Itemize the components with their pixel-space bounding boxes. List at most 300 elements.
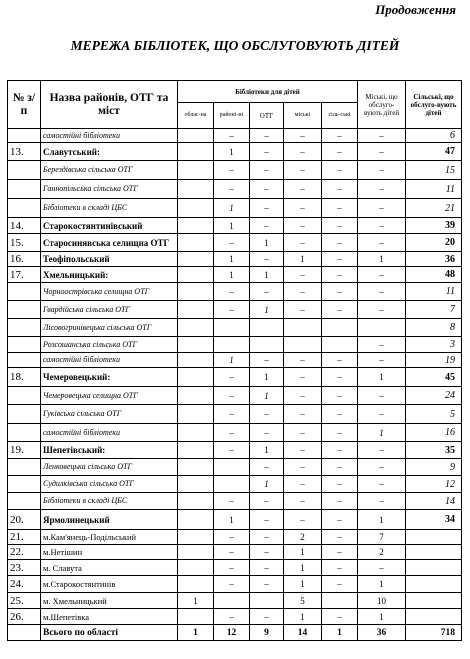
cell-num: [8, 199, 41, 218]
cell-name: Хмельницький:: [41, 267, 178, 283]
cell-oblast: [178, 180, 214, 199]
cell-otg: 1: [250, 442, 284, 459]
cell-raion: 1: [214, 218, 250, 234]
cell-oblast: [178, 405, 214, 424]
cell-silsk: –: [322, 609, 358, 625]
cell-num: [8, 319, 41, 337]
cell-village: 24: [406, 387, 462, 405]
cell-raion: –: [214, 576, 250, 593]
col-num-header: № з/п: [8, 81, 41, 129]
cell-raion: –: [214, 301, 250, 319]
cell-num: [8, 283, 41, 301]
cell-misk: 2: [284, 530, 322, 545]
table-row: [8, 180, 462, 199]
cell-misk: 1: [284, 560, 322, 576]
cell-silsk: –: [322, 530, 358, 545]
cell-village: 36: [406, 252, 462, 267]
table-row: [8, 476, 462, 493]
cell-oblast: [178, 161, 214, 180]
cell-num: 21.: [8, 530, 41, 545]
col-group-header: Бібліотеки для дітей: [178, 81, 358, 103]
cell-otg: –: [250, 560, 284, 576]
cell-otg: –: [250, 218, 284, 234]
cell-village: 8: [406, 319, 462, 337]
cell-silsk: –: [322, 387, 358, 405]
cell-misk: –: [284, 218, 322, 234]
cell-oblast: [178, 387, 214, 405]
cell-silsk: –: [322, 180, 358, 199]
cell-silsk: –: [322, 283, 358, 301]
table-row: [8, 424, 462, 442]
cell-raion: [214, 476, 250, 493]
cell-village: [406, 593, 462, 609]
cell-otg: –: [250, 252, 284, 267]
cell-oblast: [178, 545, 214, 560]
col-silsk-header: сіль-ські: [322, 103, 358, 129]
cell-raion: [214, 319, 250, 337]
col-misk-header: міські: [284, 103, 322, 129]
cell-oblast: [178, 476, 214, 493]
cell-otg: –: [250, 405, 284, 424]
cell-silsk: [322, 319, 358, 337]
cell-misk: –: [284, 283, 322, 301]
cell-num: 16.: [8, 252, 41, 267]
cell-raion: –: [214, 387, 250, 405]
cell-raion: 1: [214, 267, 250, 283]
cell-otg: –: [250, 129, 284, 143]
cell-village: 20: [406, 234, 462, 252]
cell-city: 1: [358, 576, 406, 593]
cell-raion: 12: [214, 625, 250, 641]
cell-silsk: –: [322, 199, 358, 218]
cell-village: 15: [406, 161, 462, 180]
cell-city: –: [358, 283, 406, 301]
cell-misk: –: [284, 424, 322, 442]
cell-misk: 1: [284, 576, 322, 593]
cell-misk: –: [284, 493, 322, 510]
cell-city: 7: [358, 530, 406, 545]
cell-raion: –: [214, 545, 250, 560]
cell-silsk: –: [322, 493, 358, 510]
table-row: [8, 337, 462, 353]
cell-otg: 1: [250, 301, 284, 319]
cell-oblast: [178, 129, 214, 143]
cell-city: 1: [358, 368, 406, 387]
table-row: [8, 129, 462, 143]
cell-oblast: [178, 424, 214, 442]
cell-name: Ленковецька сільська ОТГ: [41, 459, 178, 476]
cell-name: Гуківська сільська ОТГ: [41, 405, 178, 424]
cell-village: 11: [406, 180, 462, 199]
cell-oblast: [178, 368, 214, 387]
cell-misk: –: [284, 180, 322, 199]
table-row: [8, 545, 462, 560]
table-row: [8, 161, 462, 180]
table-row: [8, 493, 462, 510]
table-row: [8, 442, 462, 459]
table-row: [8, 301, 462, 319]
cell-num: [8, 337, 41, 353]
cell-village: [406, 545, 462, 560]
cell-misk: [284, 319, 322, 337]
cell-otg: –: [250, 459, 284, 476]
cell-name: Теофіпольський: [41, 252, 178, 267]
cell-oblast: [178, 576, 214, 593]
cell-raion: [214, 337, 250, 353]
cell-misk: 5: [284, 593, 322, 609]
cell-num: [8, 353, 41, 368]
table-row: [8, 530, 462, 545]
cell-silsk: –: [322, 576, 358, 593]
col-city-serving-header: Міські, що обслуго-вують дітей: [358, 81, 406, 129]
cell-village: 718: [406, 625, 462, 641]
cell-misk: –: [284, 476, 322, 493]
cell-raion: –: [214, 368, 250, 387]
col-name-header: Назва районів, ОТГ та міст: [41, 81, 178, 129]
cell-name: Ярмолинецький: [41, 510, 178, 530]
cell-village: 11: [406, 283, 462, 301]
cell-raion: 1: [214, 353, 250, 368]
cell-otg: 1: [250, 234, 284, 252]
cell-raion: –: [214, 283, 250, 301]
cell-city: –: [358, 180, 406, 199]
cell-city: 1: [358, 252, 406, 267]
cell-name: м.Нетішин: [41, 545, 178, 560]
table-row: [8, 218, 462, 234]
cell-misk: 14: [284, 625, 322, 641]
cell-misk: 1: [284, 609, 322, 625]
cell-num: [8, 405, 41, 424]
cell-village: 16: [406, 424, 462, 442]
cell-oblast: [178, 530, 214, 545]
table-row: [8, 593, 462, 609]
table-row: [8, 143, 462, 161]
table-row: [8, 199, 462, 218]
cell-silsk: –: [322, 560, 358, 576]
cell-village: [406, 560, 462, 576]
cell-silsk: –: [322, 368, 358, 387]
table-row: [8, 405, 462, 424]
cell-city: –: [358, 476, 406, 493]
cell-silsk: –: [322, 301, 358, 319]
cell-misk: –: [284, 353, 322, 368]
cell-misk: –: [284, 199, 322, 218]
cell-name: самостійні бібліотеки: [41, 424, 178, 442]
table-row: [8, 267, 462, 283]
cell-raion: –: [214, 560, 250, 576]
cell-raion: 1: [214, 143, 250, 161]
cell-otg: –: [250, 199, 284, 218]
cell-name: Старокостянтинівський: [41, 218, 178, 234]
cell-num: [8, 476, 41, 493]
cell-village: 5: [406, 405, 462, 424]
cell-oblast: [178, 493, 214, 510]
cell-otg: 1: [250, 387, 284, 405]
cell-raion: –: [214, 530, 250, 545]
cell-oblast: [178, 234, 214, 252]
cell-village: 35: [406, 442, 462, 459]
table-row: [8, 368, 462, 387]
cell-num: [8, 387, 41, 405]
cell-silsk: 1: [322, 625, 358, 641]
cell-otg: –: [250, 609, 284, 625]
cell-silsk: –: [322, 476, 358, 493]
cell-city: –: [358, 267, 406, 283]
continuation-label: Продовження: [375, 2, 456, 17]
cell-misk: –: [284, 161, 322, 180]
cell-num: [8, 180, 41, 199]
cell-city: 1: [358, 510, 406, 530]
cell-village: 34: [406, 510, 462, 530]
cell-otg: –: [250, 510, 284, 530]
cell-city: –: [358, 493, 406, 510]
col-otg-header: ОТГ: [250, 103, 284, 129]
cell-name: м. Славута: [41, 560, 178, 576]
cell-village: 7: [406, 301, 462, 319]
cell-silsk: –: [322, 129, 358, 143]
col-raion-header: районі-ні: [214, 103, 250, 129]
cell-name: Всього по області: [41, 625, 178, 641]
cell-silsk: –: [322, 405, 358, 424]
table-row: [8, 252, 462, 267]
cell-num: 22.: [8, 545, 41, 560]
cell-village: 21: [406, 199, 462, 218]
cell-name: м.Шепетівка: [41, 609, 178, 625]
cell-otg: 9: [250, 625, 284, 641]
page-title: МЕРЕЖА БІБЛІОТЕК, ЩО ОБСЛУГОВУЮТЬ ДІТЕЙ: [70, 38, 400, 53]
cell-oblast: [178, 252, 214, 267]
col-oblast-header: облас-на: [178, 103, 214, 129]
cell-oblast: [178, 337, 214, 353]
cell-raion: [214, 459, 250, 476]
cell-city: –: [358, 301, 406, 319]
cell-oblast: [178, 609, 214, 625]
cell-silsk: –: [322, 267, 358, 283]
cell-num: [8, 424, 41, 442]
cell-silsk: –: [322, 545, 358, 560]
cell-village: 6: [406, 129, 462, 143]
table-row: [8, 609, 462, 625]
cell-village: 19: [406, 353, 462, 368]
cell-raion: –: [214, 234, 250, 252]
cell-city: –: [358, 129, 406, 143]
cell-name: м. Хмельницький: [41, 593, 178, 609]
cell-village: 47: [406, 143, 462, 161]
cell-city: 1: [358, 609, 406, 625]
cell-misk: 1: [284, 252, 322, 267]
cell-name: Ганнопільська сільська ОТГ: [41, 180, 178, 199]
cell-name: Судилківська сільська ОТГ: [41, 476, 178, 493]
cell-village: [406, 530, 462, 545]
cell-otg: –: [250, 283, 284, 301]
table-row: [8, 234, 462, 252]
cell-raion: –: [214, 129, 250, 143]
table-row: [8, 283, 462, 301]
cell-name: самостійні бібліотеки: [41, 129, 178, 143]
cell-oblast: [178, 510, 214, 530]
cell-raion: 1: [214, 510, 250, 530]
cell-misk: –: [284, 143, 322, 161]
cell-name: Чемеровецька селищна ОТГ: [41, 387, 178, 405]
cell-city: –: [358, 353, 406, 368]
cell-otg: –: [250, 161, 284, 180]
cell-village: 48: [406, 267, 462, 283]
cell-silsk: –: [322, 459, 358, 476]
cell-num: [8, 301, 41, 319]
cell-name: м.Кам'янець-Подільський: [41, 530, 178, 545]
cell-oblast: [178, 199, 214, 218]
cell-misk: –: [284, 442, 322, 459]
cell-city: –: [358, 234, 406, 252]
cell-otg: 1: [250, 368, 284, 387]
cell-raion: 1: [214, 199, 250, 218]
cell-village: [406, 576, 462, 593]
cell-raion: –: [214, 442, 250, 459]
cell-num: [8, 129, 41, 143]
cell-oblast: [178, 143, 214, 161]
cell-misk: –: [284, 405, 322, 424]
cell-num: [8, 459, 41, 476]
cell-num: [8, 161, 41, 180]
col-village-serving-header: Сільські, що обслуго-вують дітей: [406, 81, 462, 129]
cell-otg: [250, 337, 284, 353]
cell-city: 2: [358, 545, 406, 560]
table-row: [8, 319, 462, 337]
cell-num: 15.: [8, 234, 41, 252]
cell-otg: –: [250, 424, 284, 442]
cell-name: м.Старокостянтинів: [41, 576, 178, 593]
cell-raion: –: [214, 405, 250, 424]
cell-silsk: [322, 337, 358, 353]
cell-name: Лісовогринівецька сільська ОТГ: [41, 319, 178, 337]
cell-misk: –: [284, 129, 322, 143]
cell-city: –: [358, 405, 406, 424]
cell-raion: –: [214, 180, 250, 199]
cell-num: 19.: [8, 442, 41, 459]
cell-oblast: [178, 218, 214, 234]
cell-otg: 1: [250, 267, 284, 283]
cell-misk: –: [284, 387, 322, 405]
cell-otg: –: [250, 545, 284, 560]
cell-name: Розсошанська сільська ОТГ: [41, 337, 178, 353]
cell-otg: [250, 593, 284, 609]
cell-name: Чемеровецький:: [41, 368, 178, 387]
cell-silsk: –: [322, 161, 358, 180]
cell-name: Шепетівський:: [41, 442, 178, 459]
cell-name: Берездівська сільська ОТГ: [41, 161, 178, 180]
cell-misk: –: [284, 510, 322, 530]
cell-silsk: –: [322, 510, 358, 530]
cell-city: –: [358, 442, 406, 459]
cell-oblast: [178, 442, 214, 459]
cell-misk: [284, 337, 322, 353]
cell-city: –: [358, 143, 406, 161]
cell-village: [406, 609, 462, 625]
cell-misk: 1: [284, 545, 322, 560]
cell-otg: [250, 319, 284, 337]
cell-silsk: –: [322, 234, 358, 252]
cell-city: 10: [358, 593, 406, 609]
cell-misk: –: [284, 368, 322, 387]
cell-misk: –: [284, 234, 322, 252]
cell-name: Гвардійська сільська ОТГ: [41, 301, 178, 319]
cell-silsk: –: [322, 442, 358, 459]
cell-name: Бібліотеки в складі ЦБС: [41, 493, 178, 510]
cell-otg: –: [250, 576, 284, 593]
cell-silsk: –: [322, 353, 358, 368]
cell-num: 17.: [8, 267, 41, 283]
cell-silsk: –: [322, 143, 358, 161]
cell-oblast: [178, 283, 214, 301]
cell-village: 3: [406, 337, 462, 353]
cell-otg: –: [250, 493, 284, 510]
cell-village: 9: [406, 459, 462, 476]
cell-village: 45: [406, 368, 462, 387]
cell-village: 14: [406, 493, 462, 510]
cell-city: –: [358, 387, 406, 405]
cell-raion: 1: [214, 252, 250, 267]
cell-otg: –: [250, 143, 284, 161]
table-row: [8, 560, 462, 576]
cell-city: –: [358, 218, 406, 234]
cell-village: 39: [406, 218, 462, 234]
cell-raion: –: [214, 424, 250, 442]
cell-oblast: [178, 319, 214, 337]
cell-name: Старосинявська селищна ОТГ: [41, 234, 178, 252]
cell-num: 24.: [8, 576, 41, 593]
cell-oblast: [178, 459, 214, 476]
cell-num: [8, 625, 41, 641]
cell-num: 14.: [8, 218, 41, 234]
cell-num: 23.: [8, 560, 41, 576]
cell-city: 1: [358, 424, 406, 442]
cell-raion: –: [214, 609, 250, 625]
cell-oblast: [178, 301, 214, 319]
table-row: [8, 353, 462, 368]
cell-num: 25.: [8, 593, 41, 609]
cell-city: –: [358, 199, 406, 218]
cell-misk: –: [284, 301, 322, 319]
cell-num: 13.: [8, 143, 41, 161]
cell-city: –: [358, 459, 406, 476]
cell-otg: –: [250, 530, 284, 545]
cell-name: самостійні бібліотеки: [41, 353, 178, 368]
cell-silsk: [322, 593, 358, 609]
cell-misk: –: [284, 459, 322, 476]
cell-otg: –: [250, 180, 284, 199]
cell-oblast: [178, 353, 214, 368]
table-row: [8, 625, 462, 641]
cell-num: 20.: [8, 510, 41, 530]
cell-oblast: 1: [178, 625, 214, 641]
cell-otg: –: [250, 353, 284, 368]
cell-silsk: –: [322, 252, 358, 267]
cell-city: –: [358, 560, 406, 576]
cell-silsk: –: [322, 424, 358, 442]
cell-city: –: [358, 337, 406, 353]
cell-otg: 1: [250, 476, 284, 493]
cell-name: Чорноострівська селищна ОТГ: [41, 283, 178, 301]
table-row: [8, 387, 462, 405]
cell-oblast: [178, 560, 214, 576]
table-row: [8, 576, 462, 593]
cell-city: [358, 319, 406, 337]
cell-silsk: –: [322, 218, 358, 234]
cell-name: Славутський:: [41, 143, 178, 161]
cell-misk: –: [284, 267, 322, 283]
cell-village: 12: [406, 476, 462, 493]
table-row: [8, 510, 462, 530]
